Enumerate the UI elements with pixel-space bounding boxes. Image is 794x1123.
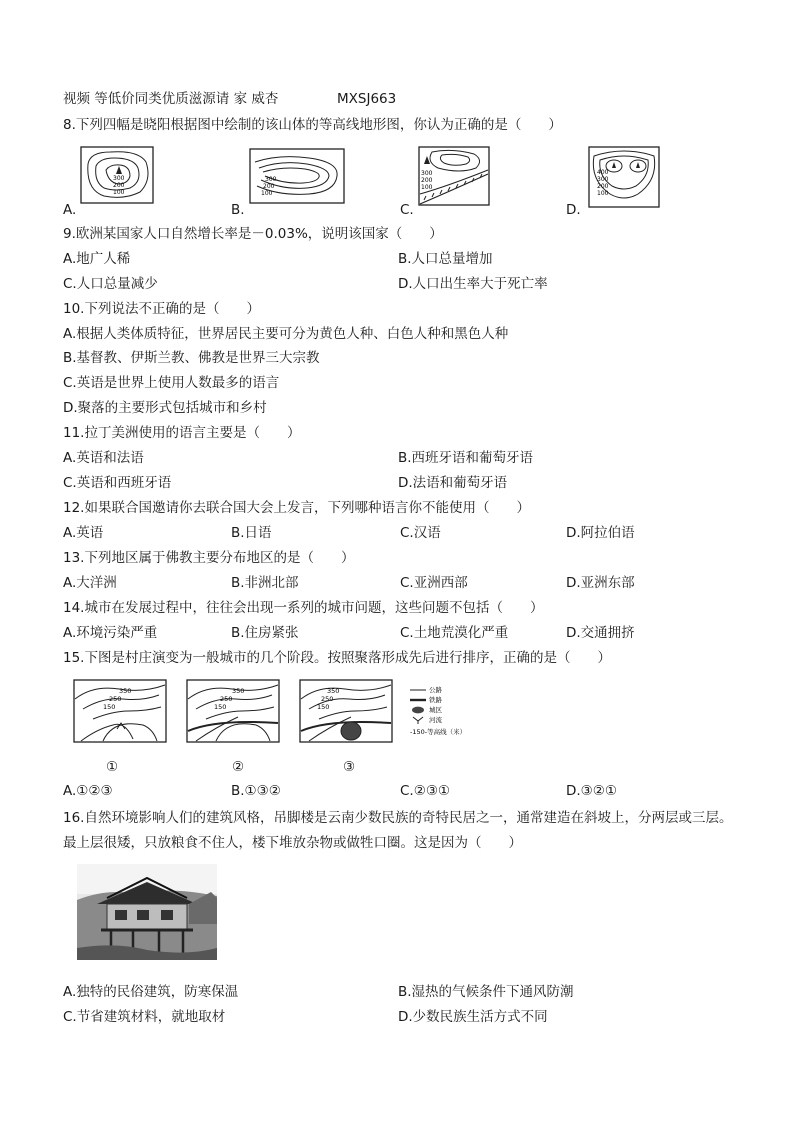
q9-option-b[interactable]: B.人口总量增加 [398, 251, 493, 267]
q8-map-a [80, 146, 154, 204]
q8-map-c [418, 146, 490, 206]
q8-option-b[interactable]: B. [231, 202, 245, 218]
q13-option-b[interactable]: B.非洲北部 [231, 575, 299, 591]
q13-option-c[interactable]: C.亚洲西部 [400, 575, 468, 591]
q8-map-b-label-3: 100 [261, 190, 273, 197]
q16-stem: 16.自然环境影响人们的建筑风格，吊脚楼是云南少数民族的奇特民居之一，通常建造在斜坡上，分两层或三层。最上层很矮，只放粮食不住人，楼下堆放杂物或做牲口圈。这是因为（ ） [63, 810, 733, 851]
q15-option-b[interactable]: B.①③② [231, 783, 281, 799]
q16-option-a[interactable]: A.独特的民俗建筑，防寒保温 [63, 984, 239, 1000]
q11-option-c[interactable]: C.英语和西班牙语 [63, 475, 172, 491]
q9-option-c[interactable]: C.人口总量减少 [63, 276, 158, 292]
q15-map-3-contour-1: 350 [327, 687, 340, 695]
q8-map-a-label-3: 100 [113, 189, 125, 196]
q13-option-a[interactable]: A.大洋洲 [63, 575, 117, 591]
q8-map-b [249, 148, 345, 204]
q15-legend-railway: 铁路 [429, 696, 442, 704]
q15-map-1-contour-2: 250 [109, 695, 122, 703]
q16-option-b[interactable]: B.湿热的气候条件下通风防潮 [398, 984, 574, 1000]
q9-option-a[interactable]: A.地广人稀 [63, 251, 131, 267]
q8-map-c-label-3: 100 [421, 184, 433, 191]
q8-map-c-label-1: 300 [421, 170, 433, 177]
q10-stem: 10.下列说法不正确的是（ ） [63, 301, 260, 317]
q14-option-d[interactable]: D.交通拥挤 [566, 625, 635, 641]
q11-option-b[interactable]: B.西班牙语和葡萄牙语 [398, 450, 534, 466]
q13-stem: 13.下列地区属于佛教主要分布地区的是（ ） [63, 550, 355, 566]
q8-option-c[interactable]: C. [400, 202, 414, 218]
header-code: MXSJ663 [337, 91, 397, 107]
q11-option-a[interactable]: A.英语和法语 [63, 450, 144, 466]
q14-option-b[interactable]: B.住房紧张 [231, 625, 299, 641]
q8-stem: 8.下列四幅是晓阳根据图中绘制的该山体的等高线地形图，你认为正确的是（ ） [63, 117, 562, 133]
q8-map-a-label-1: 300 [113, 175, 125, 182]
q8-map-d-label-3: 200 [597, 183, 609, 190]
q8-map-a-label-2: 200 [113, 182, 125, 189]
q15-caption-2: ② [232, 759, 245, 775]
q12-option-c[interactable]: C.汉语 [400, 525, 441, 541]
q15-caption-3: ③ [343, 759, 356, 775]
q15-map-3-contour-2: 250 [321, 695, 334, 703]
q15-map-2 [186, 679, 280, 743]
q15-map-3 [299, 679, 393, 743]
q8-option-d[interactable]: D. [566, 202, 581, 218]
q16-option-c[interactable]: C.节省建筑材料，就地取材 [63, 1009, 226, 1025]
q8-map-c-label-2: 200 [421, 177, 433, 184]
q13-option-d[interactable]: D.亚洲东部 [566, 575, 635, 591]
q11-option-d[interactable]: D.法语和葡萄牙语 [398, 475, 508, 491]
q14-option-a[interactable]: A.环境污染严重 [63, 625, 158, 641]
q10-option-c[interactable]: C.英语是世界上使用人数最多的语言 [63, 375, 280, 391]
q15-legend-contour: -150-等高线（米） [410, 728, 467, 736]
q10-option-a[interactable]: A.根据人类体质特征，世界居民主要可分为黄色人种、白色人种和黑色人种 [63, 326, 509, 342]
q15-legend [408, 684, 496, 742]
q12-option-b[interactable]: B.日语 [231, 525, 272, 541]
q9-stem: 9.欧洲某国家人口自然增长率是－0.03%，说明该国家（ ） [63, 226, 443, 242]
q16-stilt-house-photo [77, 864, 217, 960]
q15-legend-urban: 城区 [429, 706, 442, 714]
q12-option-d[interactable]: D.阿拉伯语 [566, 525, 635, 541]
q8-map-b-label-1: 300 [265, 176, 277, 183]
q15-legend-road: 公路 [429, 686, 442, 694]
q11-stem: 11.拉丁美洲使用的语言主要是（ ） [63, 425, 301, 441]
q10-option-d[interactable]: D.聚落的主要形式包括城市和乡村 [63, 400, 267, 416]
q8-map-d [588, 146, 660, 208]
q9-option-d[interactable]: D.人口出生率大于死亡率 [398, 276, 548, 292]
q15-option-a[interactable]: A.①②③ [63, 783, 113, 799]
q8-map-d-label-4: 100 [597, 190, 609, 197]
q8-map-d-label-2: 300 [597, 176, 609, 183]
q15-map-1-contour-1: 350 [119, 687, 132, 695]
q15-option-c[interactable]: C.②③① [400, 783, 451, 799]
q12-stem: 12.如果联合国邀请你去联合国大会上发言，下列哪种语言你不能使用（ ） [63, 500, 530, 516]
q8-option-a[interactable]: A. [63, 202, 77, 218]
q15-caption-1: ① [106, 759, 119, 775]
q15-map-2-contour-2: 250 [220, 695, 233, 703]
q8-map-d-label-1: 400 [597, 169, 609, 176]
q15-map-2-contour-1: 350 [232, 687, 245, 695]
q10-option-b[interactable]: B.基督教、伊斯兰教、佛教是世界三大宗教 [63, 350, 320, 366]
q16-option-d[interactable]: D.少数民族生活方式不同 [398, 1009, 548, 1025]
q15-map-1 [73, 679, 167, 743]
q15-map-3-contour-3: 150 [317, 703, 330, 711]
q15-stem: 15.下图是村庄演变为一般城市的几个阶段。按照聚落形成先后进行排序，正确的是（ ） [63, 650, 611, 666]
q15-legend-river: 河流 [429, 716, 442, 724]
q14-stem: 14.城市在发展过程中，往往会出现一系列的城市问题，这些问题不包括（ ） [63, 600, 544, 616]
q15-map-2-contour-3: 150 [214, 703, 227, 711]
q15-option-d[interactable]: D.③②① [566, 783, 617, 799]
q12-option-a[interactable]: A.英语 [63, 525, 104, 541]
q14-option-c[interactable]: C.土地荒漠化严重 [400, 625, 509, 641]
q8-map-b-label-2: 200 [263, 183, 275, 190]
header-watermark-text: 视频 等低价同类优质滋源请 家 威杏 [63, 91, 279, 107]
q15-map-1-contour-3: 150 [103, 703, 116, 711]
